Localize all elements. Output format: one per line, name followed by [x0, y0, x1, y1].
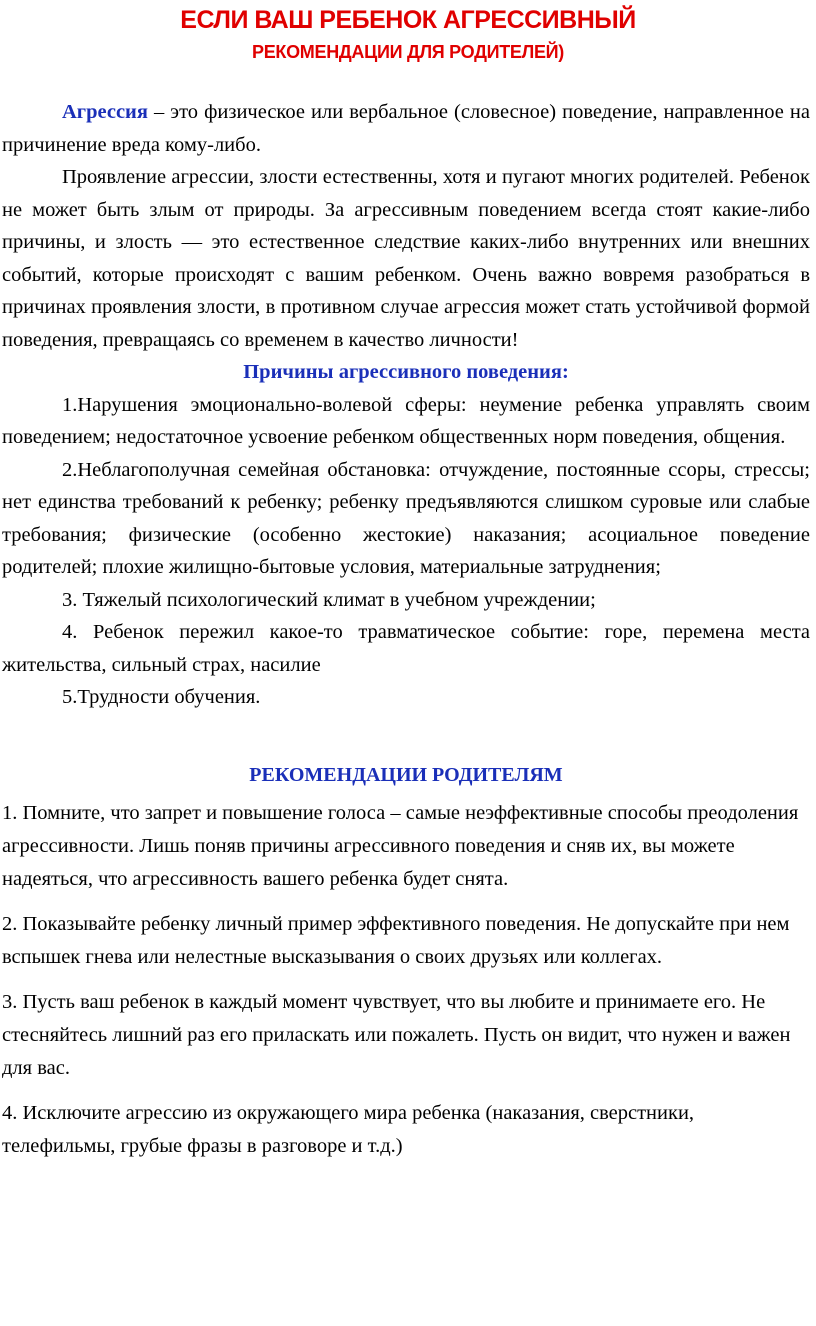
- intro-paragraph: Проявление агрессии, злости естественны, хотя и пугают многих родителей. Ребенок не может быть злым от природы. За агрессивным поведением всегда стоят какие-либо причины, и злость — это естественное следствие каких-либо внутренних или внешних событий, которые происходят с вашим ребенком. Очень важно вовремя разобраться в причинах проявления злости, в противном случае агрессия может стать устойчивой формой поведения, превращаясь со временем в качество личности!: [2, 166, 810, 351]
- page-title: ЕСЛИ ВАШ РЕБЕНОК АГРЕССИВНЫЙ: [180, 6, 636, 34]
- cause-item-4: 4. Ребенок пережил какое-то травматическое событие: горе, перемена места жительства, сильный страх, насилие: [2, 621, 810, 676]
- recommendation-item-3: 3. Пусть ваш ребенок в каждый момент чувствует, что вы любите и принимаете его. Не стесняйтесь лишний раз его приласкать или пожалеть. Пусть он видит, что нужен и важен для вас.: [2, 991, 791, 1079]
- recommendation-item-1: 1. Помните, что запрет и повышение голоса – самые неэффективные способы преодоления агрессивности. Лишь поняв причины агрессивного поведения и сняв их, вы можете надеяться, что агрессивность вашего ребенка будет снята.: [2, 802, 799, 890]
- definition-paragraph: [2, 96, 810, 161]
- definition-text: – это физическое или вербальное (словесное) поведение, направленное на причинение вреда кому-либо.: [2, 101, 810, 156]
- recommendation-item-4: 4. Исключите агрессию из окружающего мира ребенка (наказания, сверстники, телефильмы, грубые фразы в разговоре и т.д.): [2, 1102, 695, 1157]
- term-aggression: Агрессия: [62, 101, 148, 123]
- cause-item-3: 3. Тяжелый психологический климат в учебном учреждении;: [62, 588, 596, 611]
- recommendation-item-2: 2. Показывайте ребенку личный пример эффективного поведения. Не допускайте при нем вспышек гнева или нелестные высказывания о своих друзьях или коллегах.: [2, 913, 790, 968]
- causes-heading: Причины агрессивного поведения:: [243, 361, 569, 383]
- cause-item-2: 2.Неблагополучная семейная обстановка: отчуждение, постоянные ссоры, стрессы; нет единства требований к ребенку; ребенку предъявляются слишком суровые или слабые требования; физические (особенно жестокие) наказания; асоциальное поведение родителей; плохие жилищно-бытовые условия, материальные затруднения;: [2, 458, 810, 578]
- document-body: [2, 96, 810, 1175]
- cause-item-5: 5.Трудности обучения.: [62, 686, 261, 708]
- recommendations-heading: РЕКОМЕНДАЦИИ РОДИТЕЛЯМ: [249, 763, 563, 786]
- section-spacer: [2, 714, 810, 759]
- page-subtitle: РЕКОМЕНДАЦИИ ДЛЯ РОДИТЕЛЕЙ): [252, 42, 564, 62]
- cause-item-1: 1.Нарушения эмоционально-волевой сферы: неумение ребенка управлять своим поведением; недостаточное усвоение ребенком общественных норм поведения, общения.: [2, 393, 810, 448]
